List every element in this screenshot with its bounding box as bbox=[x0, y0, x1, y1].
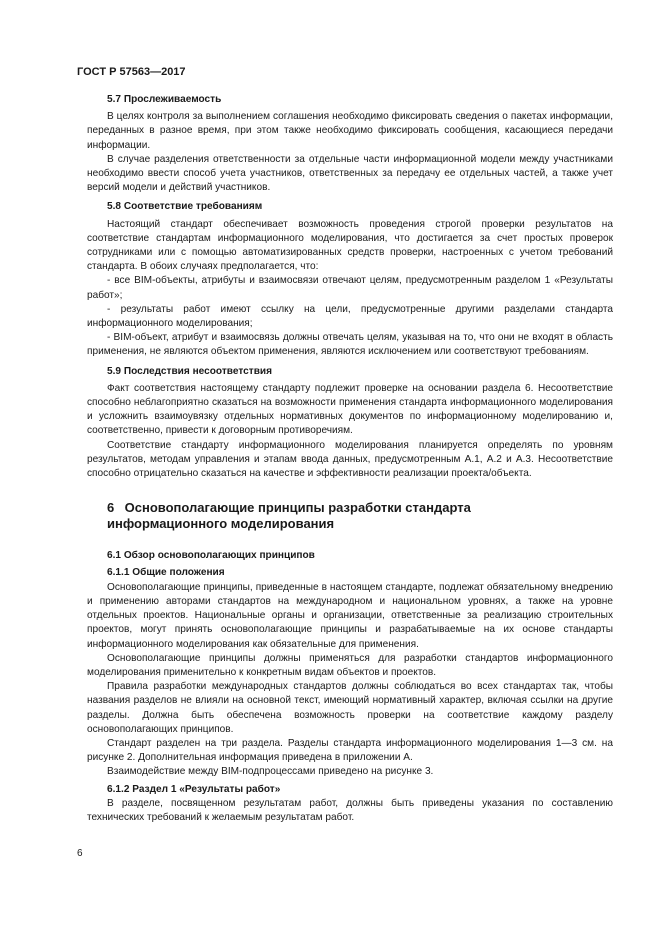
page-content bbox=[87, 93, 613, 825]
document-id: ГОСТ Р 57563—2017 bbox=[77, 66, 186, 78]
section-5-9-paragraph-1: Факт соответствия настоящему стандарту подлежит проверке на основании раздела 6. Несоответствие способно неблагоприятно сказаться на возможности применения стандарта информационного моделирования и усложнить взаимоувязку отдельных нормативных документов по информационному моделированию и, соответственно, привести к договорным противоречиям. bbox=[87, 382, 613, 437]
section-6-1-2-heading: 6.1.2 Раздел 1 «Результаты работ» bbox=[107, 783, 281, 795]
section-5-7-heading: 5.7 Прослеживаемость bbox=[107, 94, 222, 105]
section-6-1-1-paragraph-3: Правила разработки международных стандартов должны соблюдаться во всех стандартах так, чтобы названия разделов не влияли на основной текст, имеющий нормативный характер, включая ссылки на другие разделы. Должна быть обеспечена возможность проверки на соответствие каждому разделу основополагающих принципов. bbox=[87, 681, 613, 735]
section-5-8-heading: 5.8 Соответствие требованиям bbox=[107, 201, 263, 213]
section-6-1-1-paragraph-2: Основополагающие принципы должны применяться для разработки стандартов информационного моделирования применительно к конкретным видам объектов и проектов. bbox=[87, 652, 613, 678]
section-5-9-paragraph-2: Соответствие стандарту информационного моделирования планируется определять по уровням результатов, методам управления и этапам ввода данных, предусмотренным А.1, А.2 и А.3. Несоответствие способно отрицательно сказаться на качестве и эффективности реализации проекта/объекта. bbox=[87, 439, 613, 480]
section-6-title-line-1: Основополагающие принципы разработки стандарта bbox=[124, 500, 471, 516]
section-5-7-paragraph-2: В случае разделения ответственности за отдельные части информационной модели между участниками необходимо ввести способ учета участников, ответственных за передачу ее отдельных частей, а также учет версий модели и действий участников. bbox=[87, 153, 613, 194]
section-6-number: 6 bbox=[107, 500, 115, 516]
section-5-8-paragraph-1: Настоящий стандарт обеспечивает возможность проведения строгой проверки результатов на соответствие стандартам информационного моделирования, что достигается за счет простых проверок сотрудниками или с помощью автоматизированных средств проверки, настроенных с учетом требований стандарта. В обоих случаях предполагается, что: bbox=[87, 218, 613, 273]
section-6-1-1-paragraph-1: Основополагающие принципы, приведенные в настоящем стандарте, подлежат обязательному внедрению и применению авторами стандартов на международном и национальном уровнях, а также на уровне отдельных проектов. Национальные органы и организации, ответственные за реализацию строительных проектов, могут принять основополагающие принципы и разрабатываемые на их основе стандарты информационного моделирования как обязательные для применения. bbox=[87, 581, 613, 650]
section-6-title bbox=[107, 500, 613, 532]
section-5-8-bullet-3: - BIM-объект, атрибут и взаимосвязь должны отвечать целям, указывая на то, что они не входят в область применения, не являются объектом применения, являются исключением или соответствуют требованиям. bbox=[87, 332, 613, 358]
section-5-8-bullet-1: - все BIM-объекты, атрибуты и взаимосвязи отвечают целям, предусмотренным разделом 1 «Результаты работ»; bbox=[87, 275, 613, 301]
section-5-9-heading: 5.9 Последствия несоответствия bbox=[107, 365, 272, 377]
page-number: 6 bbox=[77, 848, 83, 859]
section-6-1-1-paragraph-5: Взаимодействие между BIM-подпроцессами приведено на рисунке 3. bbox=[107, 766, 434, 778]
section-6-1-1-heading: 6.1.1 Общие положения bbox=[107, 567, 225, 579]
section-6-1-1-paragraph-4: Стандарт разделен на три раздела. Разделы стандарта информационного моделирования 1—3 см. на рисунке 2. Дополнительная информация приведена в приложении А. bbox=[87, 737, 613, 764]
section-6-1-heading: 6.1 Обзор основополагающих принципов bbox=[107, 550, 315, 562]
section-5-7-paragraph-1: В целях контроля за выполнением соглашения необходимо фиксировать сведения о пакетах информации, переданных в разное время, при этом также необходимо фиксировать сообщения, касающиеся передачи информации. bbox=[87, 111, 613, 151]
section-6-1-2-paragraph-1: В разделе, посвященном результатам работ, должны быть приведены указания по составлению технических требований к желаемым результатам работ. bbox=[87, 797, 613, 823]
section-6-title-line-2: информационного моделирования bbox=[107, 516, 335, 532]
section-5-8-bullet-2: - результаты работ имеют ссылку на цели, предусмотренные другими разделами стандарта информационного моделирования; bbox=[87, 303, 613, 330]
